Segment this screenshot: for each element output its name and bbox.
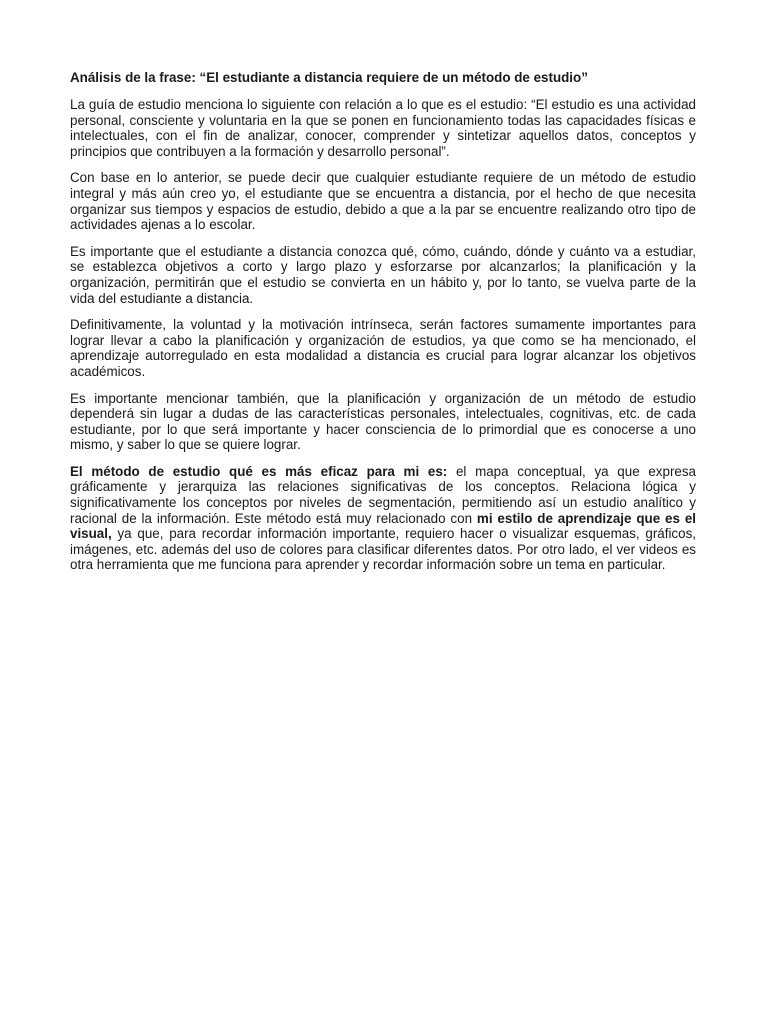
learning-style-highlight: mi estilo de aprendizaje que es el visual, [70,510,696,542]
paragraph-planning: Es importante que el estudiante a distancia conozca qué, cómo, cuándo, dónde y cuánto va a estudiar, se establezca objetivos a corto y largo plazo y esforzarse por alcanzarlos; la planificación y la organización, permitirán que el estudio se convierta en un hábito y, por lo tanto, se vuelva parte de la vida del estudiante a distancia. [70,243,696,306]
paragraph-personal-characteristics: Es importante mencionar también, que la planificación y organización de un método de estudio dependerá sin lugar a dudas de las características personales, intelectuales, cognitivas, etc. de cada estudiante, por lo que será importante y hacer consciencia de lo primordial que es conocerse a uno mismo, y saber lo que se quiere lograr. [70,390,696,453]
effective-method-text-1: el mapa conceptual, ya que expresa gráficamente y jerarquiza las relaciones significativas de los conceptos. Relaciona lógica y significativamente los conceptos por niveles de segmentación, permitiendo así un estudio analítico y racional de la información. Este método está muy relacionado con [70,463,696,526]
effective-method-lead: El método de estudio qué es más eficaz para mi es: [70,463,448,479]
paragraph-effective-method [70,464,696,573]
paragraph-motivation: Definitivamente, la voluntad y la motivación intrínseca, serán factores sumamente importantes para lograr llevar a cabo la planificación y organización de estudios, ya que como se ha mencionado, el aprendizaje autorregulado en esta modalidad a distancia es crucial para lograr alcanzar los objetivos académicos. [70,317,696,379]
paragraph-study-definition: La guía de estudio menciona lo siguiente con relación a lo que es el estudio: “El estudio es una actividad personal, consciente y voluntaria en la que se ponen en funcionamiento todas las capacidades físicas e intelectuales, con el fin de analizar, conocer, comprender y sintetizar aquellos datos, conceptos y principios que contribuyen a la formación y desarrollo personal”. [70,97,696,159]
effective-method-text-2: ya que, para recordar información importante, requiero hacer o visualizar esquemas, gráficos, imágenes, etc. además del uso de colores para clasificar diferentes datos. Por otro lado, el ver videos es otra herramienta que me funciona para aprender y recordar información sobre un tema en particular. [70,526,696,573]
document-title: Análisis de la frase: “El estudiante a distancia requiere de un método de estudio” [70,70,588,85]
paragraph-integral-method: Con base en lo anterior, se puede decir que cualquier estudiante requiere de un método de estudio integral y más aún creo yo, el estudiante que se encuentra a distancia, por el hecho de que necesita organizar sus tiempos y espacios de estudio, debido a que a la par se encuentre realizando otro tipo de actividades ajenas a lo escolar. [70,170,696,233]
